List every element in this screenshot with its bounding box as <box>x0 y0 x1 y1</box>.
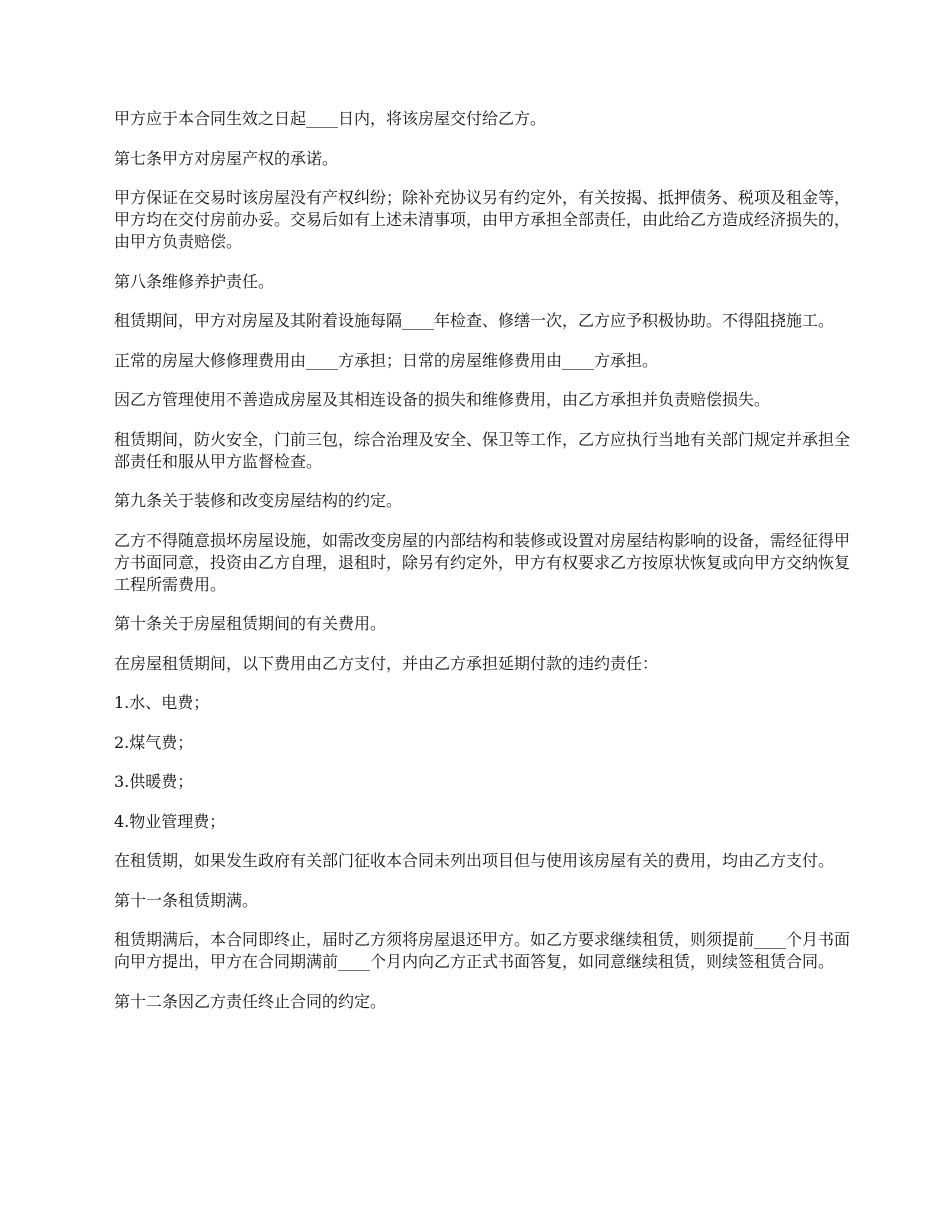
list-item-fee-4: 4.物业管理费； <box>114 811 226 831</box>
heading-article-8: 第八条维修养护责任。 <box>114 271 275 291</box>
paragraph-handover-deadline: 甲方应于本合同生效之日起____日内，将该房屋交付给乙方。 <box>114 109 547 128</box>
heading-article-7: 第七条甲方对房屋产权的承诺。 <box>114 148 339 168</box>
paragraph-renovation-rules: 乙方不得随意损坏房屋设施，如需改变房屋的内部结构和装修或设置对房屋结构影响的设备，需经征得甲方书面同意，投资由乙方自理，退租时，除另有约定外，甲方有权要求乙方按原状恢复或向甲方交纳恢复工程所需费用。 <box>114 530 851 594</box>
list-item-fee-2: 2.煤气费； <box>114 732 194 752</box>
paragraph-tenant-damage: 因乙方管理使用不善造成房屋及其相连设备的损失和维修费用，由乙方承担并负责赔偿损失。 <box>114 390 771 409</box>
paragraph-inspection-interval: 租赁期间，甲方对房屋及其附着设施每隔____年检查、修缮一次，乙方应予积极协助。不得阻挠施工。 <box>114 311 835 330</box>
document-body <box>114 108 854 1030</box>
paragraph-fees-intro: 在房屋租赁期间，以下费用由乙方支付，并由乙方承担延期付款的违约责任： <box>114 653 659 673</box>
heading-article-12: 第十二条因乙方责任终止合同的约定。 <box>114 991 387 1011</box>
paragraph-lease-expiry: 租赁期满后，本合同即终止，届时乙方须将房屋退还甲方。如乙方要求继续租赁，则须提前____个月书面向甲方提出，甲方在合同期满前____个月内向乙方正式书面答复，如同意继续租赁，则续签租赁合同。 <box>114 930 851 971</box>
list-item-fee-3: 3.供暖费； <box>114 772 194 791</box>
heading-article-10: 第十条关于房屋租赁期间的有关费用。 <box>114 614 387 633</box>
list-item-fee-1: 1.水、电费； <box>114 693 210 712</box>
paragraph-repair-costs: 正常的房屋大修修理费用由____方承担；日常的房屋维修费用由____方承担。 <box>114 350 659 370</box>
paragraph-government-fees: 在租赁期，如果发生政府有关部门征收本合同未列出项目但与使用该房屋有关的费用，均由乙方支付。 <box>114 851 835 870</box>
heading-article-9: 第九条关于装修和改变房屋结构的约定。 <box>114 491 403 510</box>
paragraph-property-guarantee: 甲方保证在交易时该房屋没有产权纠纷；除补充协议另有约定外，有关按揭、抵押债务、税项及租金等，甲方均在交付房前办妥。交易后如有上述未清事项，由甲方承担全部责任，由此给乙方造成经济损失的，由甲方负责赔偿。 <box>114 188 851 251</box>
heading-article-11: 第十一条租赁期满。 <box>114 890 259 910</box>
paragraph-safety-duties: 租赁期间，防火安全，门前三包，综合治理及安全、保卫等工作，乙方应执行当地有关部门规定并承担全部责任和服从甲方监督检查。 <box>114 429 851 471</box>
